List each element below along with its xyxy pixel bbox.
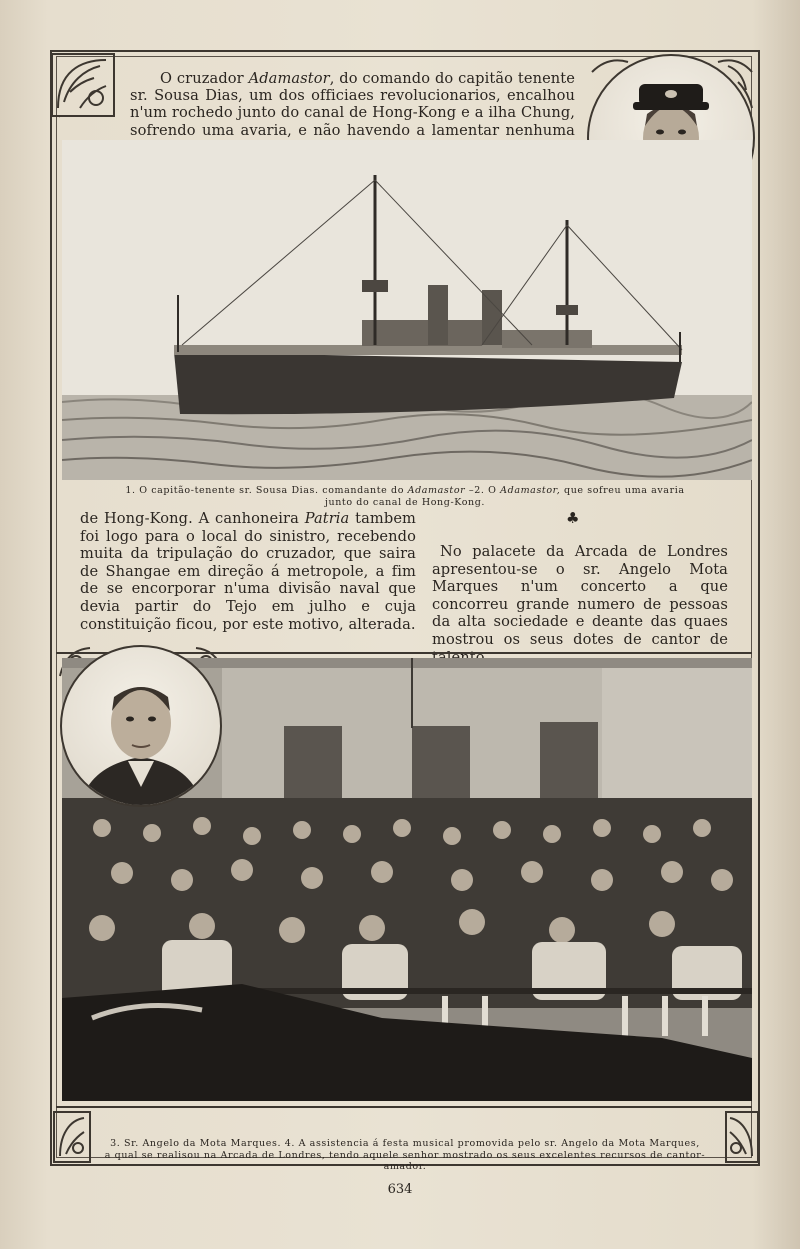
left-col-patria: Patria	[304, 510, 350, 527]
caption-top-ship1: Adamastor	[407, 485, 466, 496]
caption-top-ship2: Adamastor,	[500, 485, 561, 496]
left-col-b: tambem foi logo para o local do sinistro, recebendo muita da tripulação do cruzador, que saira de Shangae em direção á metropole, a fim de se encorporar n'uma divisão naval que devia partir do Tejo em julho e cuja constituição ficou, por este motivo, alterada.	[80, 510, 416, 633]
intro-ship-name: Adamastor	[248, 70, 330, 87]
left-col-a: de Hong-Kong. A canhoneira	[80, 510, 305, 527]
article-right-column	[432, 543, 728, 666]
right-col-text: No palacete da Arcada de Londres apresentou-se o sr. Angelo Mota Marques n'um concerto a que concorreu grande numero de pessoas da alta sociedade e deante das quaes mostrou os seus dotes de cantor de	[432, 543, 728, 648]
caption-divider	[56, 1106, 752, 1108]
corner-ornament-bottom-right	[724, 1110, 760, 1164]
caption-top-b: –2. O	[465, 485, 501, 496]
article-left-column	[80, 510, 416, 633]
corner-ornament-top-left	[50, 52, 116, 118]
corner-ornament-bottom-left	[52, 1110, 92, 1164]
caption-top-a: 1. O capitão-tenente sr. Sousa Dias. comandante do	[125, 485, 408, 496]
caption-bottom-line2: a qual se realisou na Arcada de Londres, tendo aquele senhor mostrado os seus excelentes recursos de cantor-	[104, 1149, 706, 1161]
club-separator-icon: ♣	[566, 509, 580, 527]
caption-top-line2: junto do canal de Hong-Kong.	[324, 496, 486, 508]
intro-lead: O cruzador	[160, 70, 249, 87]
caption-photos-3-4	[100, 1138, 710, 1173]
portrait-angelo-mota-marques	[60, 645, 222, 807]
caption-bottom-line1: 3. Sr. Angelo da Mota Marques. 4. A assistencia á festa musical promovida pelo sr. Angelo da Mota Marques,	[110, 1138, 700, 1149]
page-number: 634	[387, 1182, 413, 1197]
intro-rest: , do comando do capitão tenente sr. Sousa Dias, um dos officiaes revolucionarios, encalhou n'um rochedo junto do canal de Hong-Kong e a ilha Chung, sofrendo uma avaria, e não havendo a lamentar nenhuma	[130, 70, 576, 139]
caption-bottom-line3: amador.	[383, 1161, 427, 1172]
caption-top-c: que sofreu uma avaria	[560, 485, 685, 496]
photo-cruiser-adamastor	[62, 140, 752, 480]
caption-photos-1-2	[80, 485, 730, 508]
